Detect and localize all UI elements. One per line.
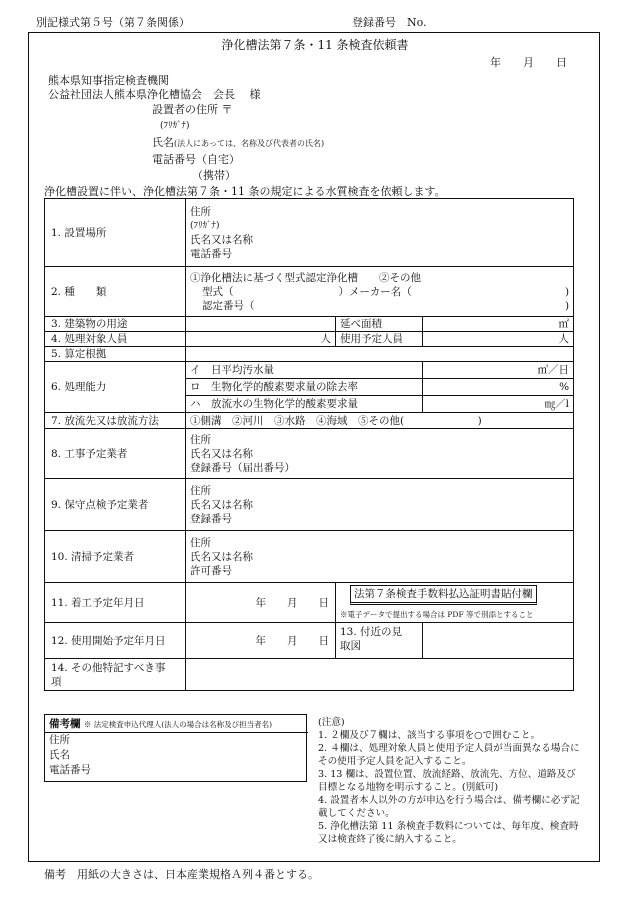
table-row bbox=[45, 429, 574, 479]
other-notes-label bbox=[45, 659, 186, 691]
footer-note: 備考 用紙の大きさは、日本産業規格Ａ列４番とする。 bbox=[44, 868, 319, 881]
use-start-date-field[interactable]: 年 月 日 bbox=[186, 623, 336, 659]
note-item: 2. ４欄は、処理対象人員と使用予定人員が当面異なる場合にその使用予定人員を記入すること。 bbox=[318, 743, 580, 767]
remarks-note: ※ 法定検査申込代理人(法人の場合は名称及び担当者名) bbox=[83, 720, 273, 729]
other-notes-field[interactable] bbox=[186, 659, 574, 691]
note-item: 3. 13 欄は、設置位置、放流経路、放流先、方位、道路及び目標となる地物を明示すること。(別紙可) bbox=[318, 769, 576, 793]
calculation-basis-label: 5. 算定根拠 bbox=[45, 347, 186, 362]
table-row bbox=[45, 659, 574, 691]
certification-number-line[interactable]: 認定番号（ bbox=[202, 299, 255, 312]
table-row bbox=[45, 583, 574, 623]
remarks-address[interactable]: 住所 bbox=[49, 734, 70, 746]
table-row bbox=[45, 199, 574, 267]
start-date-label: 11. 着工予定年月日 bbox=[45, 583, 186, 623]
fee-stamp-title: 法第７条検査手数料払込証明書貼付欄 bbox=[350, 585, 537, 605]
vicinity-map-label bbox=[336, 623, 423, 659]
calculation-basis-field[interactable] bbox=[186, 347, 574, 362]
applicant-name-field[interactable] bbox=[152, 134, 324, 150]
site-address-line: 住所 bbox=[190, 205, 211, 218]
capacity-item-c-value[interactable]: ㎎／l bbox=[423, 396, 574, 413]
cleaning-permit-number: 許可番号 bbox=[190, 564, 232, 577]
cleaning-field[interactable] bbox=[186, 531, 574, 583]
maintenance-address: 住所 bbox=[190, 484, 211, 497]
floor-area-label: 延べ面積 bbox=[336, 317, 423, 332]
site-name-line: 氏名又は名称 bbox=[190, 233, 253, 246]
discharge-label: 7. 放流先又は放流方法 bbox=[45, 413, 186, 429]
applicant-phone-mobile[interactable]: （携帯） bbox=[192, 169, 236, 182]
maintenance-label: 9. 保守点検予定業者 bbox=[45, 479, 186, 531]
addressee-line-2: 公益社団法人熊本県浄化槽協会 会長 様 bbox=[48, 88, 261, 101]
table-row bbox=[45, 479, 574, 531]
contractor-name: 氏名又は名称 bbox=[190, 447, 253, 460]
planned-users-field[interactable]: 人 bbox=[423, 332, 574, 347]
remarks-title: 備考欄 bbox=[49, 718, 81, 730]
applicant-address-label[interactable]: 設置者の住所 〒 bbox=[152, 103, 233, 116]
vicinity-map-label-line-1: 13. 付近の見 bbox=[340, 626, 403, 638]
table-row bbox=[45, 332, 574, 347]
registration-number-label: 登録番号 No. bbox=[352, 16, 427, 29]
other-notes-label-line-2: 項 bbox=[51, 675, 62, 688]
applicant-phone-home[interactable]: 電話番号（自宅） bbox=[152, 153, 240, 166]
table-row bbox=[45, 347, 574, 362]
target-persons-label: 4. 処理対象人員 bbox=[45, 332, 186, 347]
remarks-header bbox=[45, 715, 308, 733]
other-notes-label-line-1: 14. その他特記すべき事 bbox=[51, 661, 166, 674]
start-date-field[interactable]: 年 月 日 bbox=[186, 583, 336, 623]
table-row bbox=[45, 413, 574, 429]
contractor-reg-number: 登録番号（届出番号） bbox=[190, 461, 295, 474]
inspection-request-table bbox=[44, 198, 574, 691]
vicinity-map-label-line-2: 取図 bbox=[340, 640, 361, 652]
contractor-label: 8. 工事予定業者 bbox=[45, 429, 186, 479]
cleaning-label: 10. 清掃予定業者 bbox=[45, 531, 186, 583]
capacity-label: 6. 処理能力 bbox=[45, 362, 186, 413]
notes-section bbox=[318, 716, 580, 846]
tank-type-options[interactable]: ①浄化槽法に基づく型式認定浄化槽 ②その他 bbox=[190, 271, 421, 284]
capacity-item-b: ロ 生物化学的酸素要求量の除去率 bbox=[186, 379, 423, 396]
tank-type-field[interactable] bbox=[186, 267, 574, 317]
installation-site-label: 1. 設置場所 bbox=[45, 199, 186, 267]
capacity-item-a-value[interactable]: ㎥／日 bbox=[423, 362, 574, 379]
note-item: 4. 設置者本人以外の方が申込を行う場合は、備考欄に必ず記載してください。 bbox=[318, 795, 580, 819]
site-furigana-line: (ﾌﾘｶﾞﾅ) bbox=[190, 220, 220, 231]
remarks-box[interactable] bbox=[44, 714, 307, 782]
request-statement: 浄化槽設置に伴い、浄化槽法第７条・11 条の規定による水質検査を依頼します。 bbox=[44, 185, 446, 198]
installation-site-field[interactable] bbox=[186, 199, 574, 267]
form-reference: 別記様式第５号（第７条関係） bbox=[36, 16, 190, 29]
table-row bbox=[45, 623, 574, 659]
note-item: 1. ２欄及び７欄は、該当する事項を○で囲むこと。 bbox=[318, 730, 541, 741]
cleaning-name: 氏名又は名称 bbox=[190, 550, 253, 563]
remarks-name[interactable]: 氏名 bbox=[49, 749, 70, 761]
table-row bbox=[45, 362, 574, 379]
applicant-name-note: (法人にあっては、名称及び代表者の氏名) bbox=[174, 139, 325, 148]
building-use-label: 3. 建築物の用途 bbox=[45, 317, 186, 332]
maker-close-paren: ) bbox=[564, 285, 570, 298]
addressee-line-1: 熊本県知事指定検査機関 bbox=[48, 74, 169, 87]
capacity-item-b-value[interactable]: % bbox=[423, 379, 574, 396]
fee-stamp-area[interactable] bbox=[336, 583, 574, 623]
planned-users-label: 使用予定人員 bbox=[336, 332, 423, 347]
capacity-item-c: ハ 放流水の生物化学的酸素要求量 bbox=[186, 396, 423, 413]
request-date[interactable]: 年 月 日 bbox=[490, 56, 567, 69]
fee-stamp-note: ※電子データで提出する場合は PDF 等で別添とすること bbox=[340, 610, 534, 619]
use-start-date-label: 12. 使用開始予定年月日 bbox=[45, 623, 186, 659]
site-phone-line: 電話番号 bbox=[190, 247, 232, 260]
tank-type-label: 2. 種 類 bbox=[45, 267, 186, 317]
discharge-options[interactable]: ①側溝 ②河川 ③水路 ④海域 ⑤その他( ) bbox=[186, 413, 574, 429]
note-item: 5. 浄化槽法第 11 条検査手数料については、毎年度、検査時又は検査終了後に納入すること。 bbox=[318, 821, 579, 845]
notes-title: (注意) bbox=[318, 717, 345, 728]
table-row bbox=[45, 531, 574, 583]
maintenance-reg-number: 登録番号 bbox=[190, 512, 232, 525]
vicinity-map-field[interactable] bbox=[423, 623, 574, 659]
maintenance-name: 氏名又は名称 bbox=[190, 498, 253, 511]
form-title: 浄化槽法第７条・11 条検査依頼書 bbox=[221, 38, 409, 52]
building-use-field[interactable] bbox=[186, 317, 336, 332]
cert-close-paren: ) bbox=[564, 299, 570, 312]
floor-area-field[interactable]: ㎡ bbox=[423, 317, 574, 332]
table-row bbox=[45, 267, 574, 317]
contractor-address: 住所 bbox=[190, 433, 211, 446]
cleaning-address: 住所 bbox=[190, 536, 211, 549]
target-persons-field[interactable]: 人 bbox=[186, 332, 336, 347]
table-row bbox=[45, 317, 574, 332]
applicant-name-label: 氏名 bbox=[152, 136, 174, 149]
tank-model-line[interactable]: 型式（ ）メーカー名（ bbox=[202, 285, 412, 298]
maintenance-field[interactable] bbox=[186, 479, 574, 531]
remarks-phone[interactable]: 電話番号 bbox=[49, 764, 91, 776]
capacity-item-a: イ 日平均汚水量 bbox=[186, 362, 423, 379]
contractor-field[interactable] bbox=[186, 429, 574, 479]
applicant-furigana-label: (ﾌﾘｶﾞﾅ) bbox=[160, 121, 190, 131]
